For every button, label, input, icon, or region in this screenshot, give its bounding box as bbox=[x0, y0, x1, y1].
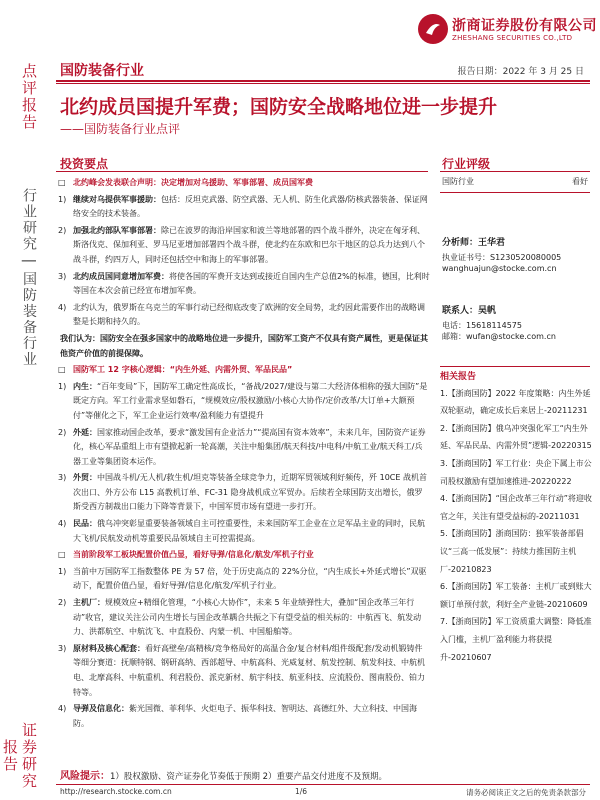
report-title: 北约成员国提升军费；国防安全战略地位进一步提升 bbox=[60, 96, 498, 118]
footer-url[interactable]: http://research.stocke.com.cn bbox=[60, 787, 172, 796]
related-reports bbox=[440, 369, 592, 666]
investment-point bbox=[60, 193, 430, 222]
related-report-item[interactable]: 6.【浙商国防】军工装备：主机厂或到账大额订单预付款，利好全产业链-20210609 bbox=[440, 582, 592, 609]
point-lead: 民品： bbox=[73, 519, 97, 529]
point-text: 规模效应+精细化管理，“小核心大协作”，未来 5 年业绩弹性大，叠加“国企改革三年行动”收官，建议关注公司内生增长与国企改革耦合共振之下有望受益的相关标的：中航西飞、航发动力、洪都航空、中航沈飞、中直股份、内蒙一机、中国船舶等。 bbox=[73, 598, 422, 637]
investment-point bbox=[60, 176, 430, 191]
point-marker: □ bbox=[58, 178, 66, 187]
point-lead: 国防军工 12 字核心逻辑：“内生外延、内需外贸、军品民品” bbox=[73, 365, 293, 375]
investment-point bbox=[60, 380, 430, 424]
related-report-item[interactable]: 1.【浙商国防】2022 年度策略：内生外延双轮驱动，确定成长后来居上-20211231 bbox=[440, 388, 591, 416]
investment-point bbox=[60, 471, 430, 515]
contact-phone: 电话：15618114575 bbox=[442, 320, 522, 330]
point-text: 包括：反坦克武器、防空武器、无人机、防生化武器/防核武器装备、保证网络安全的技术装备。 bbox=[73, 194, 428, 219]
header-rule-thin bbox=[56, 83, 590, 84]
rating-rule-bottom bbox=[440, 192, 590, 193]
rating-row bbox=[442, 176, 588, 187]
investment-point bbox=[60, 224, 430, 268]
point-lead: 北约成员国同意增加军费： bbox=[73, 271, 169, 281]
point-marker: □ bbox=[58, 365, 66, 375]
rating-title: 行业评级 bbox=[442, 157, 491, 171]
related-report-item[interactable]: 3.【浙商国防】军工行业：央企下属上市公司股权激励有望加速推进-20220222 bbox=[440, 458, 592, 486]
company-name-en: ZHESHANG SECURITIES CO.,LTD bbox=[452, 34, 573, 42]
point-lead: 继续对乌提供军事援助： bbox=[73, 194, 161, 204]
investment-point bbox=[60, 270, 430, 299]
contact-block bbox=[442, 306, 590, 343]
related-report-item[interactable]: 5.【浙商国防】浙商国防：独军装备部倡议“三高一低发展”：持续力推国防主机厂-20210823 bbox=[440, 529, 584, 574]
point-lead: 内生： bbox=[73, 381, 97, 391]
point-marker: 2) bbox=[58, 427, 67, 437]
analyst-block bbox=[442, 238, 590, 275]
side-label-top: 点评报告 bbox=[20, 63, 38, 131]
disclaimer-note: 请务必阅读正文之后的免责条款部分 bbox=[466, 788, 586, 797]
point-text: 紫光国微、菲利华、火炬电子、振华科技、智明达、高德红外、大立科技、中国海防。 bbox=[73, 704, 417, 728]
point-marker: 3) bbox=[58, 473, 67, 483]
point-marker: 2) bbox=[58, 225, 67, 235]
related-rule bbox=[440, 366, 590, 367]
point-lead: 我们认为：国防安全在强多国家中的战略地位进一步提升，国防军工资产不仅具有资产属性，更是保证其他资产价值的前提保障。 bbox=[60, 333, 428, 358]
related-report-item[interactable]: 7.【浙商国防】军工资质重大调整：降低准入门槛，主机厂盈利能力将获提升-20210607 bbox=[440, 617, 592, 662]
investment-point bbox=[60, 517, 430, 546]
side-label-bottom: 证券研究报告 bbox=[1, 722, 38, 790]
point-lead: 当前阶段军工板块配置价值凸显，看好导弹/信息化/航发/军机子行业 bbox=[73, 550, 314, 560]
related-report-item[interactable]: 4.【浙商国防】“国企改革三年行动”将迎收官之年，关注有望受益标的-20211031 bbox=[440, 494, 592, 521]
analyst-name: 分析师：王华君 bbox=[442, 238, 506, 248]
analyst-license: 执业证书号：S1230520080005 bbox=[442, 252, 562, 262]
point-lead: 外贸： bbox=[73, 473, 97, 483]
point-text: 除已在波罗的海沿岸国家和波兰等地部署的四个战斗群外，决定在匈牙利、斯洛伐克、保加利亚、罗马尼亚增加部署四个战斗群，使北约在东欧和巴尔干地区的总兵力达到八个战斗群，约四万人，同时还包括空中和海上的军事部署。 bbox=[73, 225, 425, 264]
related-report-item[interactable]: 2.【浙商国防】俄乌冲突强化军工“内生外延、军品民品、内需外贸”逻辑-20220315 bbox=[440, 423, 592, 451]
risk-text: 1）股权激励、资产证券化节奏低于预期 2）重要产品交付进度不及预期。 bbox=[110, 772, 388, 782]
investment-point bbox=[60, 426, 430, 470]
point-lead: 主机厂： bbox=[73, 598, 105, 608]
header-rule bbox=[56, 80, 590, 82]
point-marker: 3) bbox=[58, 271, 67, 281]
point-marker: 1) bbox=[58, 566, 67, 576]
investment-point bbox=[60, 548, 430, 563]
report-date: 报告日期：2022 年 3 月 25 日 bbox=[457, 67, 584, 77]
point-text: 俄乌冲突彰显重要装备领域自主可控重要性，未来国防军工企业在立足军品主业的同时，民航大飞机/民航发动机等重要民品领域自主可控需提高。 bbox=[73, 519, 425, 543]
risk-label: 风险提示： bbox=[60, 771, 110, 782]
investment-points bbox=[60, 176, 430, 733]
point-lead: 外延： bbox=[73, 427, 97, 437]
logo-mark-icon bbox=[418, 14, 448, 44]
point-text: 国家推动国企改革，要求“激发国有企业活力”“提高国有资本效率”，未来几年，国防资产证券化，核心军品重组上市有望掀起新一轮高潮，关注中船集团/航天科技/中电科/中航工业/航天科工/兵器工业等集团资本运作。 bbox=[73, 427, 426, 466]
point-text: 中国战斗机/无人机/救生机/坦克等装备全球竞争力，近期军贸领域利好频传，歼 10CE 战机首次出口、外方公布 L15 高教机订单、FC-31 隐身战机成立军贸办。后续若全球国防支出增长，俄罗斯受西方制裁出口能力下降等背景下，中国军贸市场有望进一步打开。 bbox=[73, 473, 427, 512]
page-number: 1/6 bbox=[295, 787, 308, 796]
investment-point bbox=[60, 565, 430, 594]
rating-industry: 国防行业 bbox=[442, 177, 474, 186]
point-lead: 加强北约部队军事部署： bbox=[73, 225, 161, 235]
risk-warning bbox=[60, 767, 387, 782]
point-marker: 4) bbox=[58, 704, 67, 714]
point-marker: 4) bbox=[58, 302, 67, 312]
point-marker: 3) bbox=[58, 643, 67, 653]
section-rule bbox=[56, 171, 428, 172]
sector-label: 国防装备行业 bbox=[60, 63, 144, 79]
point-text: 看好高壁垒/高精核/竞争格局好的高温合金/复合材料/组件级配套/发动机锻铸件等细分赛道：抚顺特钢、钢研高纳、西部超导、中航高科、光威复材、航发控制、航发科技、中航机电、北摩高科、中航重机、利君股份、派克新材、航宇科技、航亚科技、应流股份、图南股份、铂力特等。 bbox=[73, 643, 425, 697]
point-lead: 导弹及信息化： bbox=[73, 704, 129, 714]
point-marker: 4) bbox=[58, 519, 67, 529]
contact-name: 联系人：吴帆 bbox=[442, 306, 497, 316]
point-marker: □ bbox=[58, 550, 66, 560]
point-lead: 原材料及核心配套： bbox=[73, 643, 145, 653]
analyst-email[interactable]: wanghuajun@stocke.com.cn bbox=[442, 264, 557, 273]
point-marker: 1) bbox=[58, 381, 67, 391]
side-label-middle: 行业研究 | 国防装备行业 bbox=[21, 187, 37, 368]
footer-rule bbox=[56, 784, 590, 785]
point-text: “百年变局”下，国防军工确定性高成长，“备战/2027/建设与第二大经济体相称的强大国防”是既定方向。军工行业需求坚如磐石，“规模效应/股权激励/小核心大协作/定价改革/大订单+大额预付”等催化之下，军工企业运行效率/盈利能力有望提升 bbox=[73, 381, 428, 420]
company-logo bbox=[418, 12, 597, 48]
investment-point bbox=[60, 332, 430, 361]
point-marker: 2) bbox=[58, 598, 67, 608]
company-name-cn: 浙商证券股份有限公司 bbox=[452, 18, 597, 34]
investment-point bbox=[60, 596, 430, 640]
contact-email[interactable]: 邮箱：wufan@stocke.com.cn bbox=[442, 332, 556, 341]
point-lead: 北约峰会发表联合声明：决定增加对乌援助、军事部署、成员国军费 bbox=[73, 178, 313, 187]
point-text: 将使各国的军费开支达到或接近自国内生产总值2%的标准，德国，比利时等国在本次会前已经宣布增加军费。 bbox=[73, 271, 430, 296]
investment-point bbox=[60, 642, 430, 700]
related-title: 相关报告 bbox=[440, 372, 477, 382]
rating-rule bbox=[440, 171, 590, 172]
investment-point bbox=[60, 702, 430, 731]
investment-point bbox=[60, 301, 430, 330]
report-subtitle: ——国防装备行业点评 bbox=[60, 122, 181, 136]
point-text: 当前中万国防军工指数整体 PE 为 57 倍，处于历史高点的 22%分位，“内生成长+外延式增长”双驱动下，配置价值凸显，看好导弹/信息化/航发/军机子行业。 bbox=[73, 566, 427, 591]
point-text: 北约认为，俄罗斯在乌克兰的军事行动已经彻底改变了欧洲的安全局势，北约因此需要作出的战略调整是长期和持久的。 bbox=[73, 302, 425, 327]
investment-point bbox=[60, 363, 430, 378]
section-title-investment: 投资要点 bbox=[60, 157, 109, 171]
point-marker: 1) bbox=[58, 194, 67, 204]
rating-value: 看好 bbox=[572, 177, 588, 186]
